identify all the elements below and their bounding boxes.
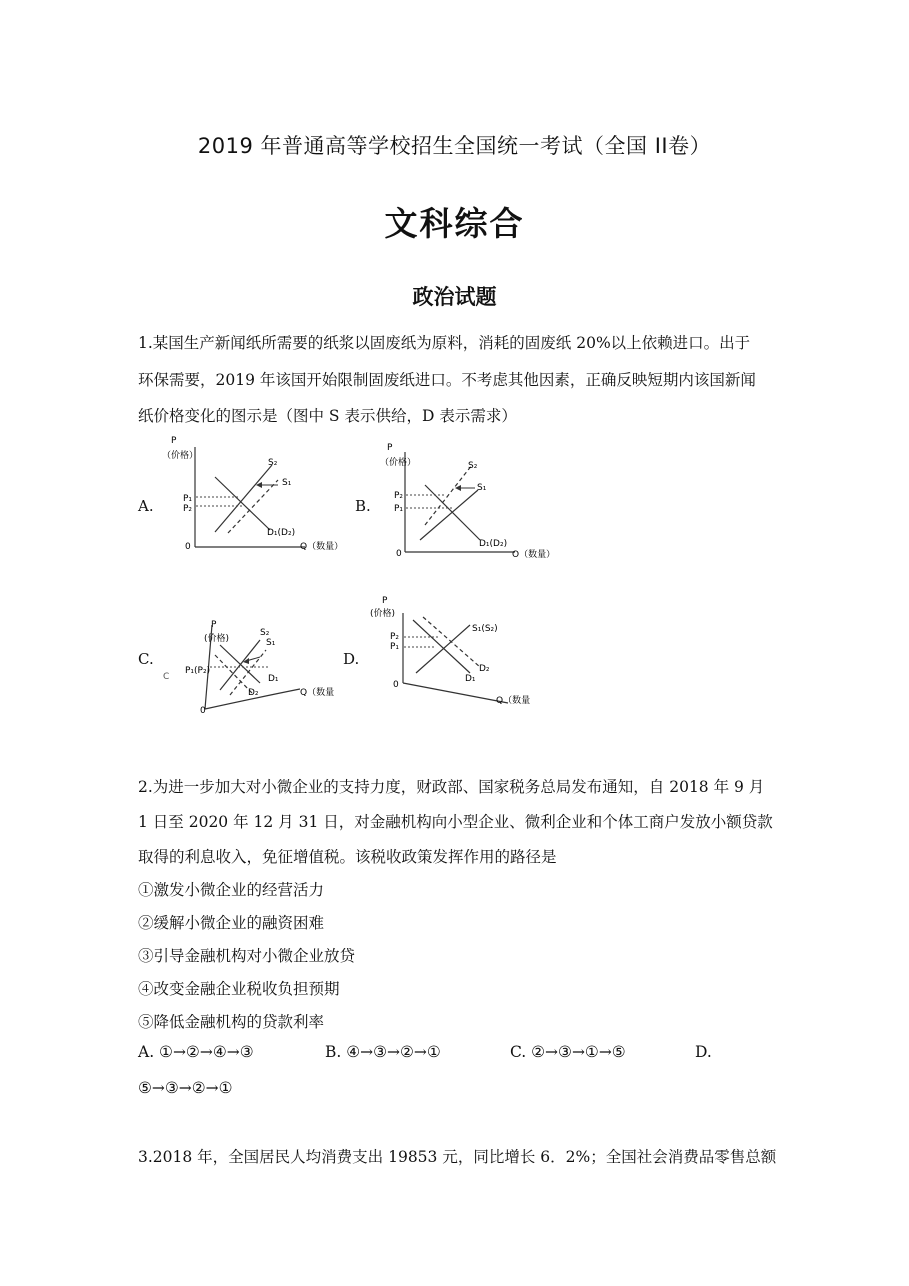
graph-a-q: Q（数量） (300, 542, 344, 552)
graph-a-s2: S₂ (268, 458, 278, 468)
q1-graph-c[interactable] (160, 615, 360, 715)
q3-line-1: 3.2018 年，全国居民人均消费支出 19853 元，同比增长 6．2%；全国社会消费品零售总额 (138, 1148, 777, 1166)
q2-line-1: 2.为进一步加大对小微企业的支持力度，财政部、国家税务总局发布通知，自 2018 年 9 月 (138, 778, 765, 796)
graph-b-p: P (387, 443, 393, 453)
graph-c-p1p2: P₁(P₂) (185, 666, 211, 676)
q2-item-5: ⑤降低金融机构的贷款利率 (138, 1013, 325, 1031)
graph-d-price: (价格) (370, 609, 396, 619)
graph-c-d1: D₁ (268, 674, 279, 684)
q2-item-3: ③引导金融机构对小微企业放贷 (138, 947, 356, 965)
graph-c-p: P (211, 620, 217, 630)
graph-b-q: O（数量） (512, 550, 556, 560)
graph-a-d: D₁(D₂) (267, 528, 296, 538)
exam-header: 2019 年普通高等学校招生全国统一考试（全国 II卷） (197, 134, 712, 158)
q2-item-1: ①激发小微企业的经营活力 (138, 881, 325, 899)
graph-d-d1: D₁ (465, 674, 476, 684)
graph-b-d: D₁(D₂) (479, 539, 508, 549)
graph-c-s1: S₁ (266, 638, 276, 648)
q1-option-c-label[interactable]: C. (138, 650, 154, 668)
graph-d-p2: P₂ (390, 632, 400, 642)
q2-line-3: 取得的利息收入，免征增值税。该税收政策发挥作用的路径是 (138, 848, 557, 866)
graph-d-s: S₁(S₂) (472, 624, 498, 634)
graph-a-p1: P₁ (183, 494, 193, 504)
graph-a-price: （价格） (162, 451, 199, 461)
graph-b-s2: S₂ (468, 461, 478, 471)
q1-graph-b[interactable] (380, 440, 580, 565)
graph-d-p1: P₁ (390, 642, 400, 652)
graph-a-p: P (171, 436, 177, 446)
graph-d-p: P (382, 596, 388, 606)
graph-c-s2: S₂ (260, 628, 270, 638)
graph-c-price: (价格) (204, 634, 230, 644)
q2-option-a[interactable]: A. ①→②→④→③ (138, 1043, 254, 1061)
q1-line-2: 环保需要，2019 年该国开始限制固废纸进口。不考虑其他因素，正确反映短期内该国新闻 (138, 371, 756, 389)
q1-line-1: 1.某国生产新闻纸所需要的纸浆以固废纸为原料，消耗的固废纸 20%以上依赖进口。出于 (138, 334, 751, 352)
q1-graph-d[interactable] (368, 595, 533, 715)
graph-d-d2: D₂ (479, 664, 490, 674)
graph-c-q: Q（数量 (300, 688, 335, 698)
graph-d-q: Q（数量 (496, 696, 531, 706)
graph-b-s1: S₁ (477, 483, 487, 493)
graph-a-p2: P₂ (183, 504, 193, 514)
q2-line-2: 1 日至 2020 年 12 月 31 日，对金融机构向小型企业、微利企业和个体工商户发放小额贷款 (138, 813, 773, 831)
graph-a-origin: 0 (185, 542, 191, 552)
graph-b-p2: P₂ (394, 491, 404, 501)
graph-c-stray-mark: C (163, 672, 170, 682)
graph-d-origin: 0 (393, 680, 399, 690)
q2-option-c[interactable]: C. ②→③→①→⑤ (510, 1043, 626, 1061)
document-title: 文科综合 (384, 204, 525, 243)
q1-option-d-label[interactable]: D. (343, 650, 360, 668)
q2-option-d-text[interactable]: ⑤→③→②→① (138, 1079, 233, 1097)
q2-item-2: ②缓解小微企业的融资困难 (138, 914, 325, 932)
q2-option-b[interactable]: B. ④→③→②→① (325, 1043, 441, 1061)
q1-line-3: 纸价格变化的图示是（图中 S 表示供给，D 表示需求） (138, 407, 517, 425)
graph-b-p1: P₁ (394, 504, 404, 514)
graph-b-price: （价格） (380, 458, 417, 468)
q1-option-a-label[interactable]: A. (138, 497, 154, 515)
graph-c-d2: D₂ (248, 688, 259, 698)
q1-graph-a[interactable] (160, 435, 360, 560)
q1-option-b-label[interactable]: B. (355, 497, 371, 515)
graph-c-origin: 0 (200, 706, 206, 715)
graph-b-origin: 0 (396, 549, 402, 559)
graph-a-s1: S₁ (282, 478, 292, 488)
section-title: 政治试题 (412, 285, 497, 309)
q2-item-4: ④改变金融企业税收负担预期 (138, 980, 340, 998)
q2-option-d[interactable]: D. (695, 1043, 712, 1061)
